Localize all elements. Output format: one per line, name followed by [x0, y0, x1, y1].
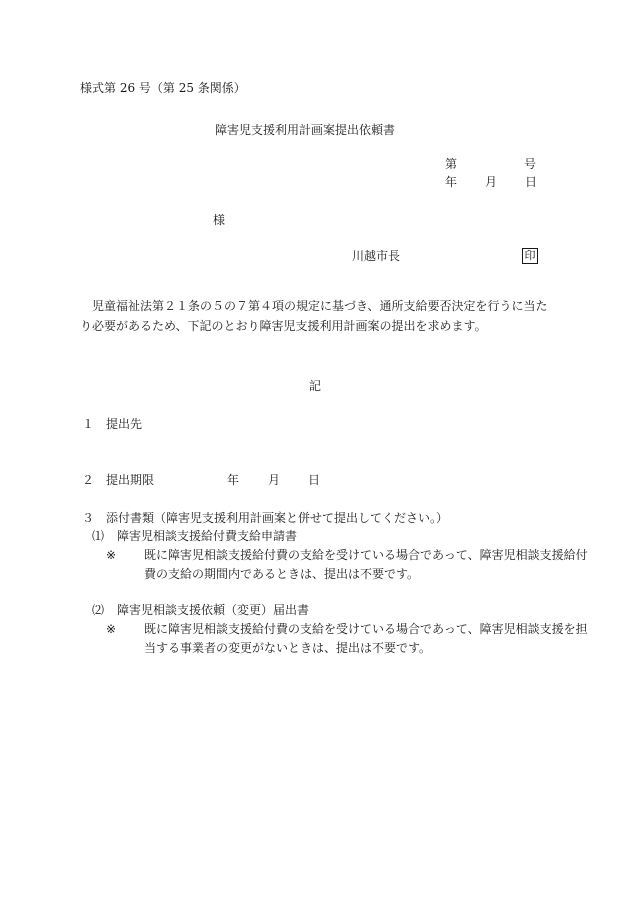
note-mark: ※	[106, 548, 117, 562]
item-1-label: 提出先	[106, 417, 143, 431]
item-1-number: １	[82, 417, 95, 431]
date-year: 年	[445, 175, 458, 189]
seal-mark: 印	[522, 248, 538, 264]
addressee-suffix: 様	[213, 213, 226, 227]
subitem-1-label: 障害児相談支援給付費支給申請書	[117, 529, 298, 543]
item-3-number: ３	[82, 511, 95, 525]
number-prefix: 第	[445, 157, 458, 171]
subitem-2-label: 障害児相談支援依頼（変更）届出書	[117, 603, 310, 617]
number-suffix: 号	[524, 157, 537, 171]
item-3-label: 添付書類（障害児支援利用計画案と併せて提出してください。）	[106, 511, 449, 525]
body-paragraph: 児童福祉法第２１条の５の７第４項の規定に基づき、通所支給要否決定を行うに当たり必要があるため、下記のとおり障害児支援利用計画案の提出を求めます。	[80, 299, 548, 333]
form-label: 様式第 26 号（第 25 条関係）	[80, 81, 246, 95]
note-text: 既に障害児相談支援給付費の支給を受けている場合であって、障害児相談支援を担当する事業者の変更がないときは、提出は不要です。	[144, 622, 588, 655]
date-month: 月	[485, 175, 498, 189]
subitem-2-note	[106, 620, 592, 658]
item-2-label: 提出期限	[106, 473, 155, 487]
subitem-1-note	[106, 546, 592, 584]
document-title: 障害児支援利用計画案提出依頼書	[215, 123, 396, 137]
item-2-month: 月	[268, 473, 281, 487]
item-2-year: 年	[227, 473, 240, 487]
note-text: 既に障害児相談支援給付費の支給を受けている場合であって、障害児相談支援給付費の支給の期間内であるときは、提出は不要です。	[144, 548, 588, 581]
date-day: 日	[525, 175, 538, 189]
item-2-day: 日	[308, 473, 321, 487]
subitem-2-number: ⑵	[92, 603, 105, 617]
issuer-name: 川越市長	[352, 249, 401, 263]
ki-heading: 記	[309, 379, 322, 393]
note-mark: ※	[106, 622, 117, 636]
subitem-1-number: ⑴	[92, 529, 105, 543]
item-2-number: ２	[82, 473, 95, 487]
